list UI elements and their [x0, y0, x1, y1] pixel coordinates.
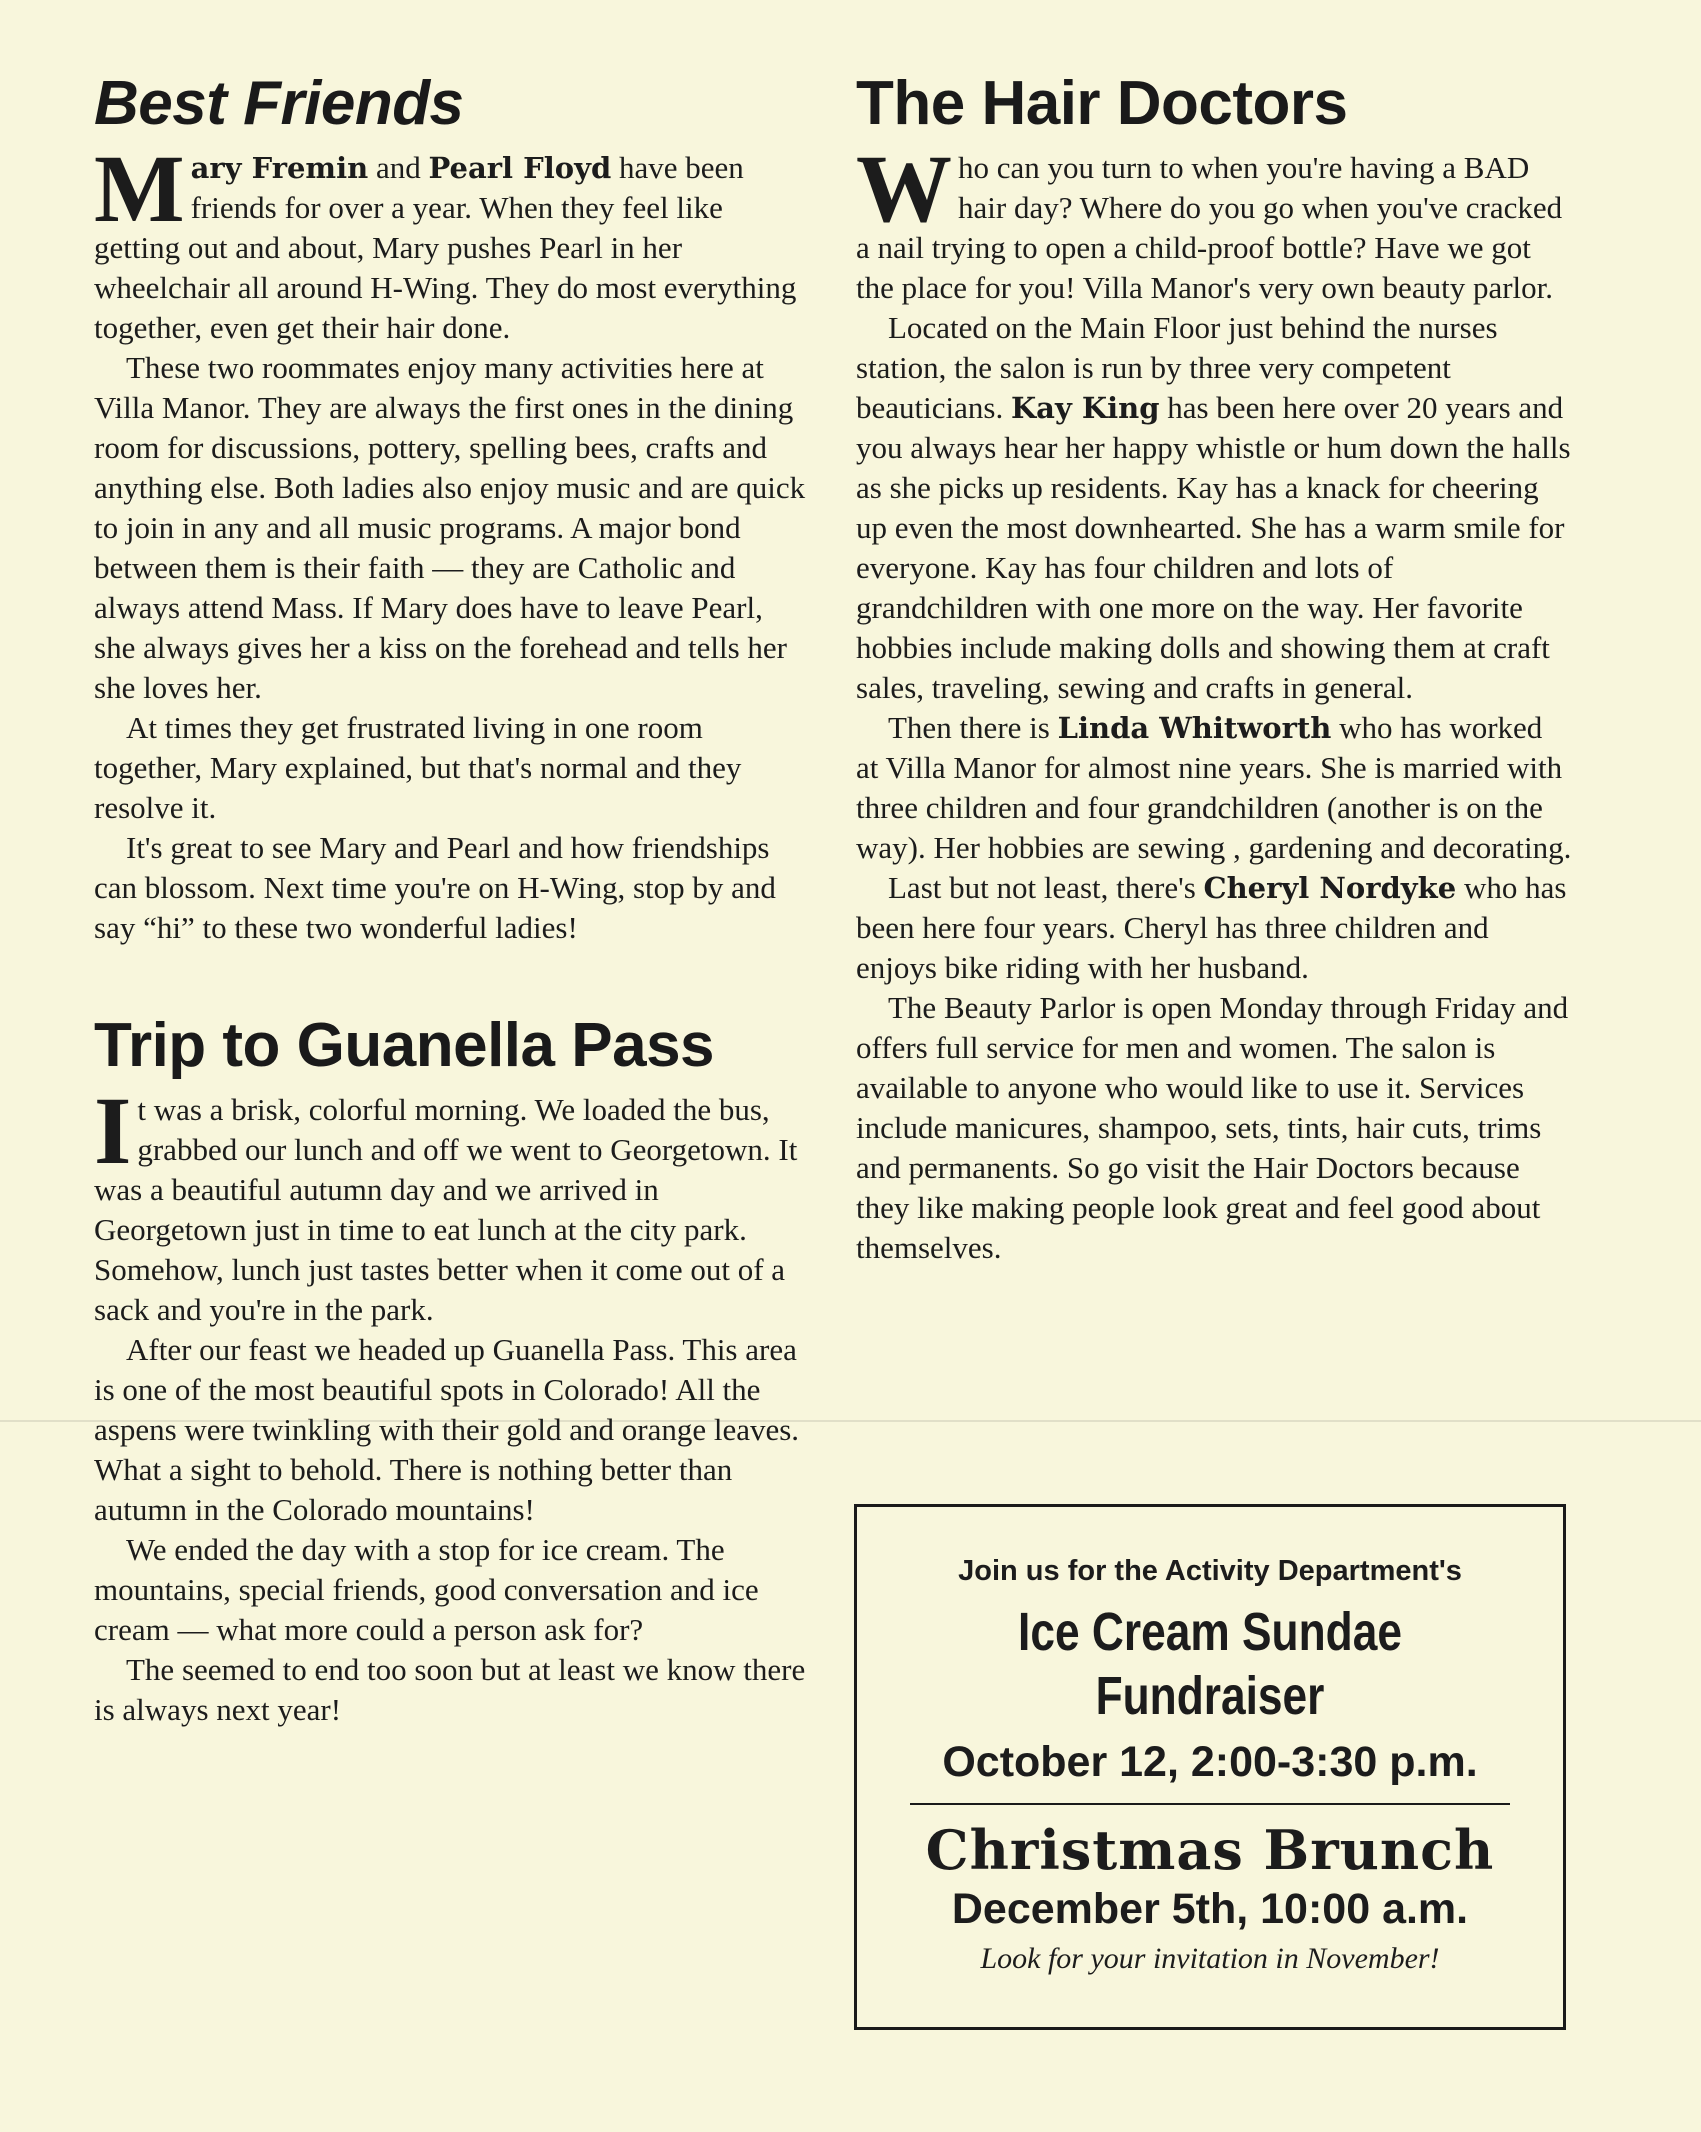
- person-name: ary Fremin: [190, 151, 369, 186]
- event-promo-box: [854, 1504, 1566, 2030]
- text-span: who has worked at Villa Manor for almost nine years. She is married with three children and four grandchildren (another is on the way). Her hobbies are sewing , gardening and decorating.: [856, 710, 1572, 866]
- article-paragraph: [856, 135, 1572, 308]
- text-span: Then there is: [888, 710, 1058, 746]
- person-name: Cheryl Nordyke: [1203, 871, 1457, 906]
- text-span: Last but not least, there's: [888, 870, 1204, 906]
- invitation-note: Look for your invitation in November!: [980, 1942, 1440, 1975]
- person-name: Kay King: [1010, 391, 1160, 426]
- event-title-ice-cream: [921, 1600, 1500, 1728]
- article-paragraph: The Beauty Parlor is open Monday through Friday and offers full service for men and women. The salon is available to anyone who would like to use it. Services include manicures, shampoo, sets, tints, hair cuts, trims and permanents. So go visit the Hair Doctors because they like making people look great and feel good about themselves.: [856, 990, 1569, 1266]
- text-span: has been here over 20 years and you always hear her happy whistle or hum down the halls as she picks up residents. Kay has a knack for cheering up even the most downhearted. She has a warm smile for everyone. Kay has four children and lots of grandchildren with one more on the way. Her favorite hobbies include making dolls and showing them at craft sales, traveling, sewing and crafts in general.: [856, 390, 1571, 706]
- event-title-line: Ice Cream Sundae: [1018, 1602, 1402, 1662]
- left-column: [94, 70, 810, 1730]
- article-paragraph: After our feast we headed up Guanella Pass. This area is one of the most beautiful spots in Colorado! All the aspens were twinkling with their gold and orange leaves. What a sight to behold. There is nothing better than autumn in the Colorado mountains!: [94, 1332, 800, 1528]
- event-date-ice-cream: October 12, 2:00-3:30 p.m.: [942, 1738, 1478, 1786]
- drop-cap: W: [856, 135, 952, 243]
- text-span: t was a brisk, colorful morning. We loaded the bus, grabbed our lunch and off we went to Georgetown. It was a beautiful autumn day and we arrived in Georgetown just in time to eat lunch at the city park. Somehow, lunch just tastes better when it come out of a sack and you're in the park.: [94, 1092, 798, 1328]
- article-paragraph: At times they get frustrated living in one room together, Mary explained, but that's normal and they resolve it.: [94, 710, 742, 826]
- article-paragraph: [856, 868, 1572, 988]
- event-date-christmas-brunch: December 5th, 10:00 a.m.: [951, 1885, 1469, 1933]
- person-name: Pearl Floyd: [428, 151, 612, 186]
- article-paragraph: We ended the day with a stop for ice cream. The mountains, special friends, good conversation and ice cream — what more could a person ask for?: [94, 1532, 759, 1648]
- event-title-line: Fundraiser: [1095, 1666, 1325, 1726]
- article-paragraph: These two roommates enjoy many activities here at Villa Manor. They are always the first ones in the dining room for discussions, pottery, spelling bees, crafts and anything else. Both ladies also enjoy music and are quick to join in any and all music programs. A major bond between them is their faith — they are Catholic and always attend Mass. If Mary does have to leave Pearl, she always gives her a kiss on the forehead and tells her she loves her.: [94, 350, 806, 706]
- article-paragraph: [856, 308, 1572, 708]
- article-paragraph: [856, 708, 1572, 868]
- promo-intro: Join us for the Activity Department's: [958, 1555, 1462, 1587]
- text-span: Located on the Main Floor just behind the nurses station, the salon is run by three very competent beauticians.: [856, 310, 1498, 426]
- drop-cap: I: [94, 1077, 132, 1185]
- article-paragraph: It's great to see Mary and Pearl and how friendships can blossom. Next time you're on H-Wing, stop by and say “hi” to these two wonderful ladies!: [94, 830, 776, 946]
- person-name: Linda Whitworth: [1057, 711, 1332, 746]
- text-span: and: [368, 150, 429, 186]
- text-span: have been friends for over a year. When they feel like getting out and about, Mary pushes Pearl in her wheelchair all around H-Wing. They do most everything together, even get their hair done.: [94, 150, 797, 346]
- article-paragraph: The seemed to end too soon but at least we know there is always next year!: [94, 1652, 806, 1728]
- section-spacer: [94, 948, 810, 1012]
- event-title-christmas-brunch: Christmas Brunch: [925, 1818, 1495, 1882]
- article-trip: [94, 1012, 810, 1730]
- article-title: Best Friends: [94, 69, 464, 138]
- text-span: who has been here four years. Cheryl has three children and enjoys bike riding with her husband.: [856, 870, 1567, 986]
- divider-line: [910, 1803, 1510, 1805]
- article-paragraph: [94, 1077, 810, 1330]
- right-column: [856, 70, 1572, 1268]
- article-best-friends: [94, 70, 810, 948]
- article-hair-doctors: [856, 70, 1572, 1268]
- article-paragraph: [94, 135, 810, 348]
- article-title: The Hair Doctors: [856, 69, 1348, 138]
- article-title: Trip to Guanella Pass: [94, 1011, 715, 1081]
- text-span: ho can you turn to when you're having a BAD hair day? Where do you go when you've cracked a nail trying to open a child-proof bottle? Have we got the place for you! Villa Manor's very own beauty parlor.: [856, 150, 1563, 306]
- drop-cap: M: [94, 135, 185, 243]
